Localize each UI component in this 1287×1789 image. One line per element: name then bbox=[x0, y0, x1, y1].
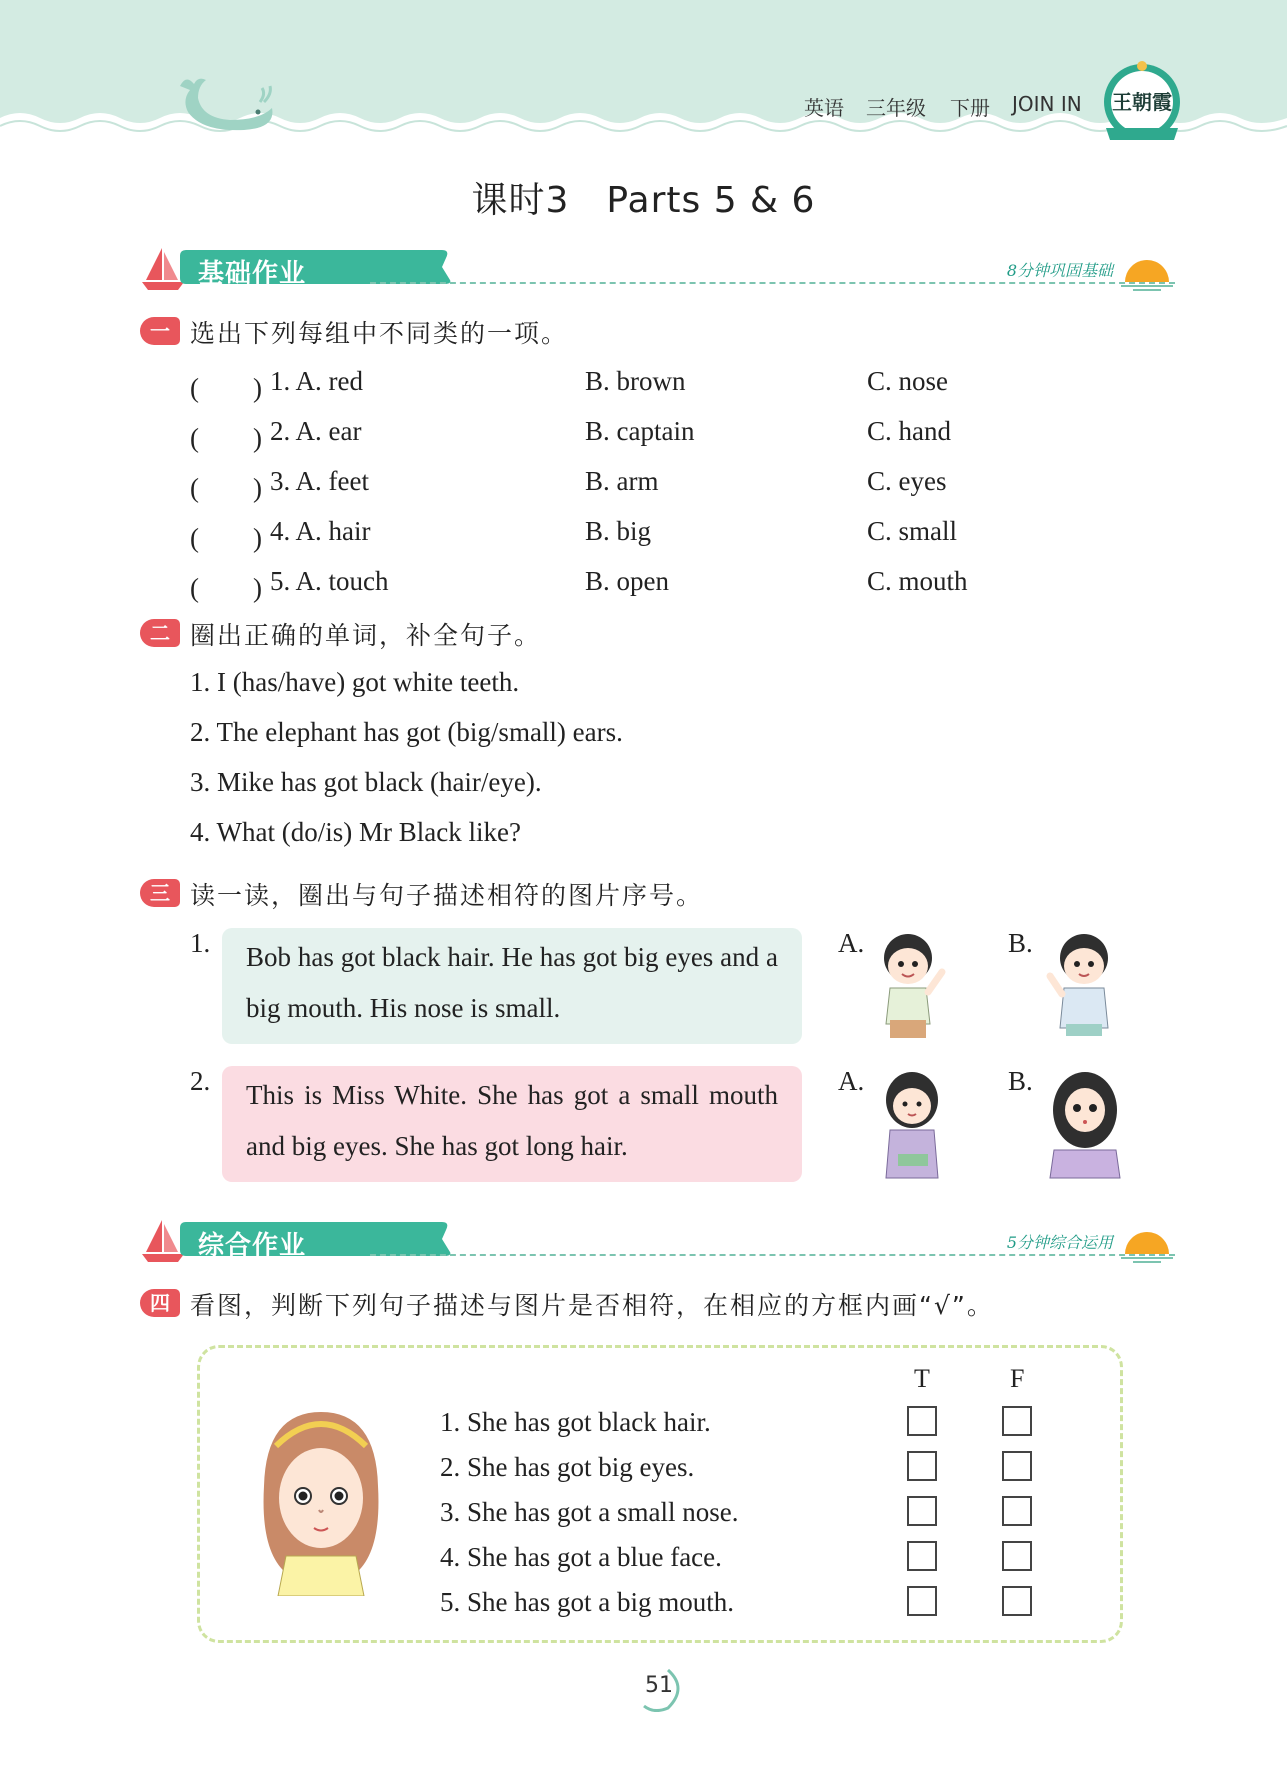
q1-number: 一 bbox=[140, 317, 180, 345]
q3-prompt: 读一读，圈出与句子描述相符的图片序号。 bbox=[190, 881, 704, 910]
girl-illustration bbox=[256, 1406, 386, 1596]
true-checkbox[interactable] bbox=[907, 1451, 937, 1481]
header-grade: 三年级 bbox=[866, 96, 926, 120]
option-c: C. small bbox=[867, 516, 958, 546]
q4-sentence: 4. She has got a blue face. bbox=[440, 1542, 722, 1572]
q4-sentence: 5. She has got a big mouth. bbox=[440, 1587, 734, 1617]
option-c: C. eyes bbox=[867, 466, 947, 496]
option-a: 3. A. feet bbox=[270, 466, 369, 496]
whale-icon bbox=[172, 72, 282, 132]
header-subject: 英语 bbox=[804, 96, 844, 120]
answer-blank[interactable]: ( ) bbox=[190, 473, 262, 503]
option-a: 1. A. red bbox=[270, 366, 363, 396]
picture-option-b[interactable]: B. bbox=[1008, 1066, 1033, 1096]
lesson-title: 课时3 Parts 5 & 6 bbox=[471, 180, 816, 221]
false-checkbox[interactable] bbox=[1002, 1406, 1032, 1436]
q3-number: 三 bbox=[140, 879, 180, 907]
true-checkbox[interactable] bbox=[907, 1496, 937, 1526]
option-a: 2. A. ear bbox=[270, 416, 362, 446]
true-checkbox[interactable] bbox=[907, 1586, 937, 1616]
q2-sentence[interactable]: 1. I (has/have) got white teeth. bbox=[190, 667, 520, 697]
answer-blank[interactable]: ( ) bbox=[190, 423, 262, 453]
q3-reading-box: Bob has got black hair. He has got big eyes and a big mouth. His nose is small. bbox=[222, 928, 802, 1044]
q2-sentence[interactable]: 4. What (do/is) Mr Black like? bbox=[190, 817, 521, 847]
picture-option-b[interactable]: B. bbox=[1008, 928, 1033, 958]
q4-sentence: 3. She has got a small nose. bbox=[440, 1497, 739, 1527]
false-checkbox[interactable] bbox=[1002, 1586, 1032, 1616]
answer-blank[interactable]: ( ) bbox=[190, 573, 262, 603]
header-series: JOIN IN bbox=[1012, 92, 1082, 116]
q4-sentence: 1. She has got black hair. bbox=[440, 1407, 711, 1437]
option-a: 5. A. touch bbox=[270, 566, 389, 596]
section-combined-note: 5分钟综合运用 bbox=[1006, 1233, 1113, 1252]
false-checkbox[interactable] bbox=[1002, 1496, 1032, 1526]
q2-number: 二 bbox=[140, 619, 180, 647]
option-b: B. captain bbox=[585, 416, 695, 446]
true-checkbox[interactable] bbox=[907, 1541, 937, 1571]
true-checkbox[interactable] bbox=[907, 1406, 937, 1436]
girl-a-illustration bbox=[868, 1066, 958, 1184]
option-b: B. open bbox=[585, 566, 669, 596]
q4-number: 四 bbox=[140, 1289, 180, 1317]
false-checkbox[interactable] bbox=[1002, 1451, 1032, 1481]
option-c: C. mouth bbox=[867, 566, 968, 596]
sunrise-icon bbox=[1119, 1218, 1175, 1264]
picture-option-a[interactable]: A. bbox=[838, 928, 865, 958]
header-volume: 下册 bbox=[950, 96, 990, 120]
option-c: C. hand bbox=[867, 416, 951, 446]
boy-a-illustration bbox=[868, 928, 952, 1040]
option-b: B. big bbox=[585, 516, 652, 546]
option-c: C. nose bbox=[867, 366, 948, 396]
column-true-header: T bbox=[914, 1364, 930, 1393]
section-combined-banner bbox=[140, 1216, 1175, 1264]
section-divider bbox=[370, 1254, 1175, 1256]
q2-sentence[interactable]: 2. The elephant has got (big/small) ears. bbox=[190, 717, 623, 747]
false-checkbox[interactable] bbox=[1002, 1541, 1032, 1571]
q4-prompt: 看图，判断下列句子描述与图片是否相符，在相应的方框内画“√”。 bbox=[190, 1291, 994, 1320]
q2-prompt: 圈出正确的单词，补全句子。 bbox=[190, 621, 542, 650]
picture-option-a[interactable]: A. bbox=[838, 1066, 865, 1096]
section-divider bbox=[370, 282, 1175, 284]
q3-item-index: 1. bbox=[190, 928, 211, 958]
section-basic-note: 8分钟巩固基础 bbox=[1006, 261, 1113, 280]
q2-sentence[interactable]: 3. Mike has got black (hair/eye). bbox=[190, 767, 542, 797]
option-a: 4. A. hair bbox=[270, 516, 371, 546]
section-basic-banner bbox=[140, 244, 1175, 292]
q4-sentence: 2. She has got big eyes. bbox=[440, 1452, 695, 1482]
sunrise-icon bbox=[1119, 246, 1175, 292]
boy-b-illustration bbox=[1036, 928, 1132, 1040]
option-b: B. arm bbox=[585, 466, 659, 496]
section-combined-label: 综合作业 bbox=[198, 1231, 307, 1261]
answer-blank[interactable]: ( ) bbox=[190, 523, 262, 553]
page-number: 51 bbox=[645, 1673, 673, 1698]
option-b: B. brown bbox=[585, 366, 686, 396]
column-false-header: F bbox=[1010, 1364, 1025, 1393]
section-basic-label: 基础作业 bbox=[198, 259, 307, 289]
brand-badge bbox=[1102, 58, 1182, 146]
girl-b-illustration bbox=[1040, 1066, 1130, 1184]
q3-reading-box: This is Miss White. She has got a small mouth and big eyes. She has got long hair. bbox=[222, 1066, 802, 1182]
answer-blank[interactable]: ( ) bbox=[190, 373, 262, 403]
brand-name: 王朝霞 bbox=[1112, 90, 1172, 114]
q3-item-index: 2. bbox=[190, 1066, 211, 1096]
q1-prompt: 选出下列每组中不同类的一项。 bbox=[190, 319, 569, 348]
